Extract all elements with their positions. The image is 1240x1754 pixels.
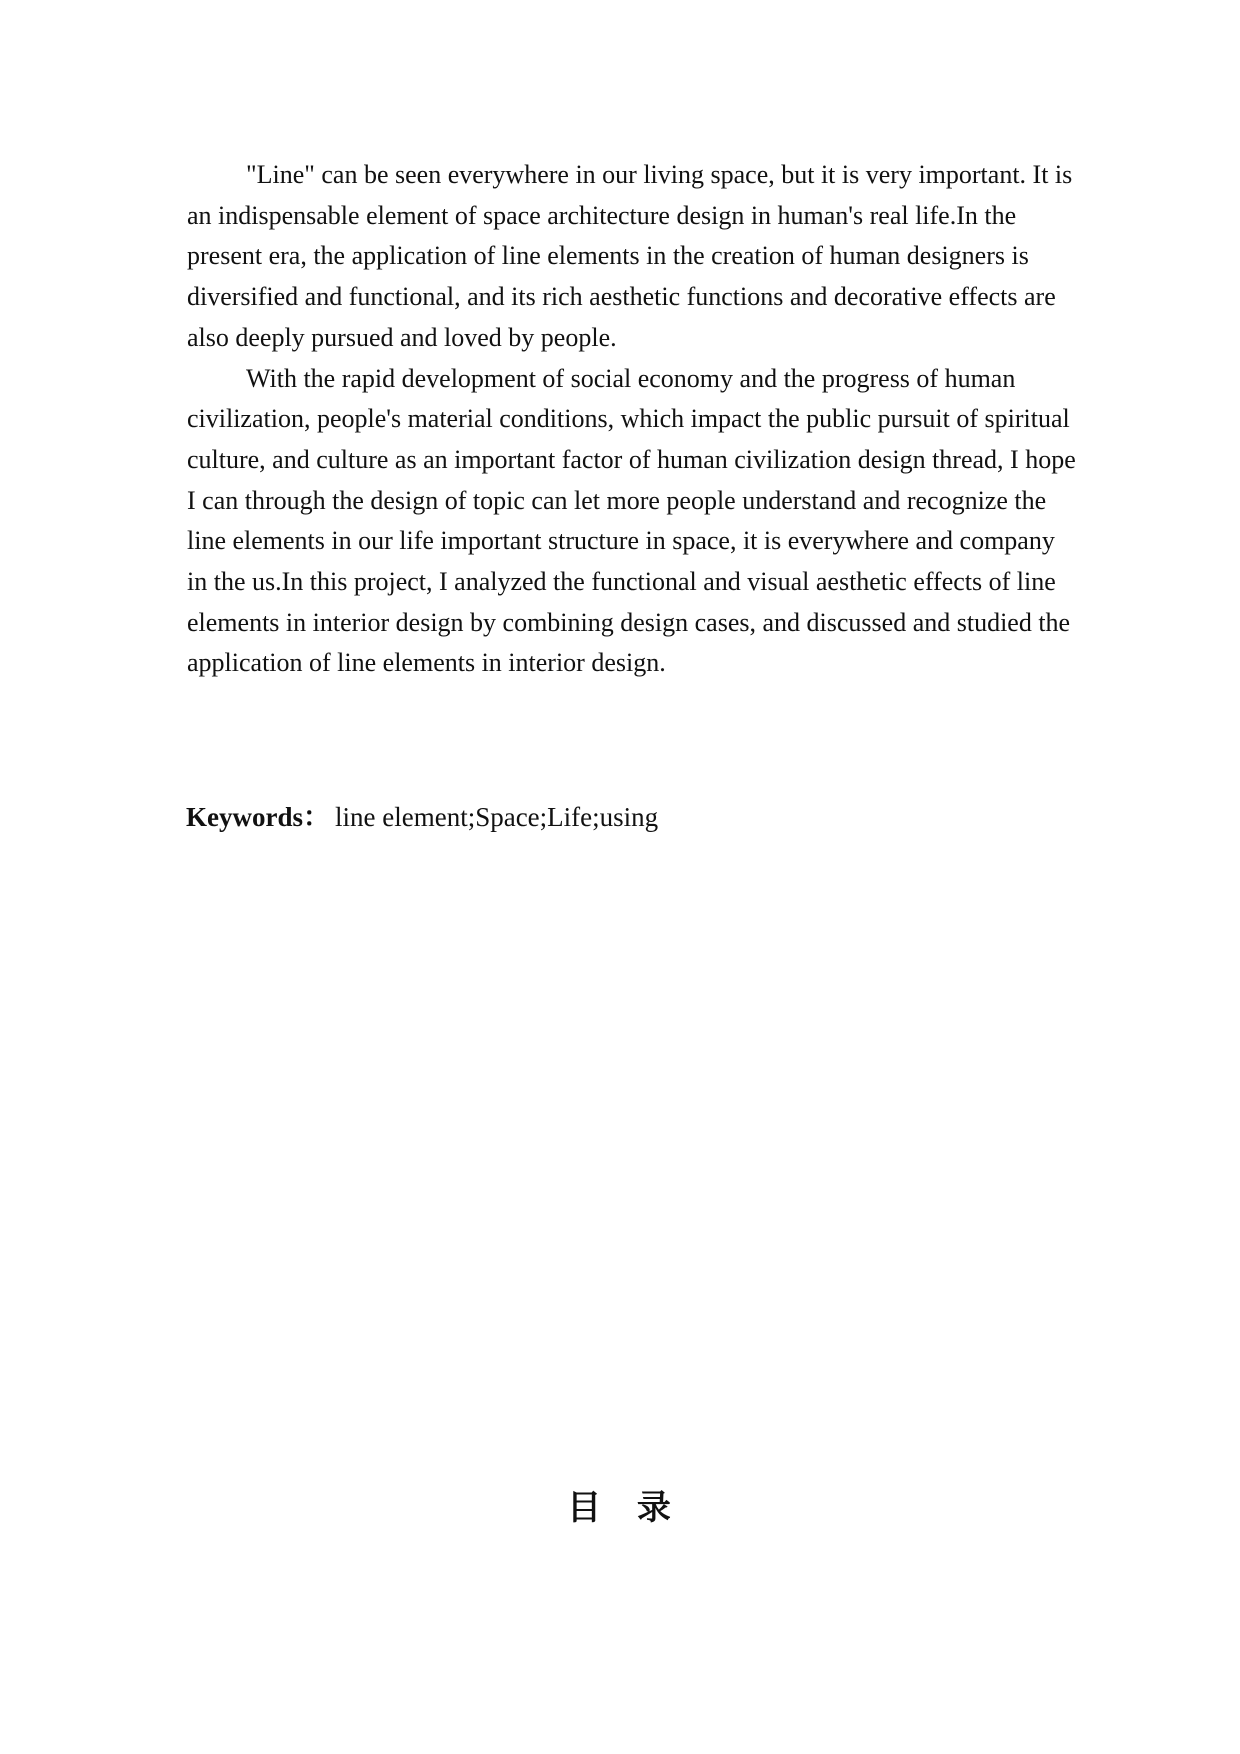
abstract-paragraph-1: "Line" can be seen everywhere in our living space, but it is very important. It is an indispensable element of space architecture design in human's real life.In the present era, the application of line elements in the creation of human designers is diversified and functional, and its rich aesthetic functions and decorative effects are also deeply pursued and loved by people.	[187, 160, 1073, 352]
abstract-paragraph-2: With the rapid development of social economy and the progress of human civilization, people's material conditions, which impact the public pursuit of spiritual culture, and culture as an important factor of human civilization design thread, I hope I can through the design of topic can let more people understand and recognize the line elements in our life important structure in space, it is everywhere and company in the us.In this project, I analyzed the functional and visual aesthetic effects of line elements in interior design by combining design cases, and discussed and studied the application of line elements in interior design.	[187, 363, 1076, 678]
table-of-contents-heading: 目 录	[567, 1488, 683, 1528]
keywords-label: Keywords	[186, 802, 303, 832]
keywords-line	[186, 797, 1076, 837]
keywords-value: line element;Space;Life;using	[335, 802, 659, 832]
abstract-body	[187, 155, 1077, 684]
keywords-separator: ：	[303, 802, 330, 832]
